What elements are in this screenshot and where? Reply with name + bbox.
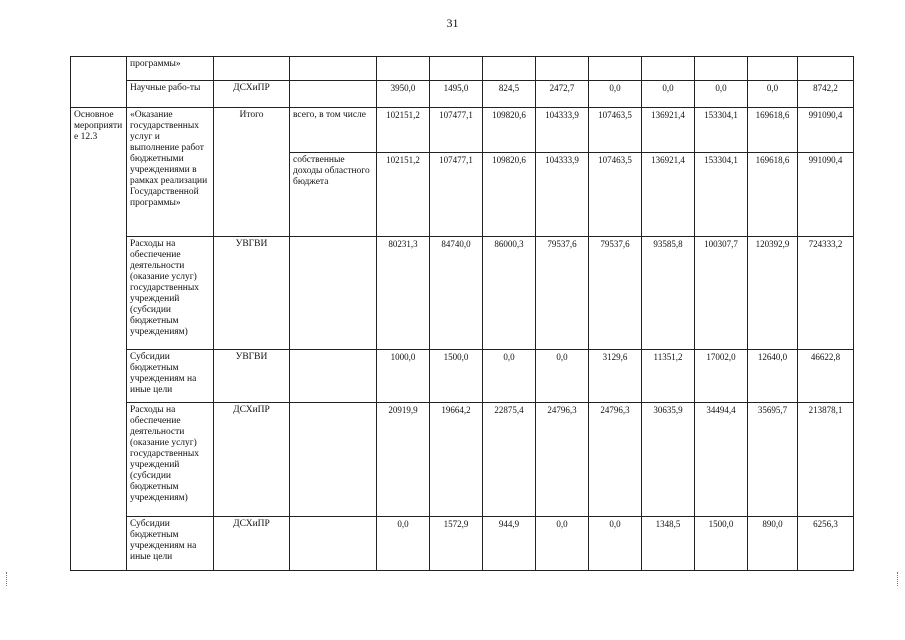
scan-edge-mark-left	[6, 572, 8, 586]
budget-table	[70, 56, 854, 571]
value-cell	[695, 57, 748, 81]
funding-source-cell	[290, 517, 377, 571]
value-cell: 35695,7	[748, 403, 798, 517]
value-cell: 107463,5	[589, 153, 642, 237]
value-cell: 93585,8	[642, 237, 695, 350]
value-cell: 80231,3	[377, 237, 430, 350]
value-cell: 944,9	[483, 517, 536, 571]
value-cell: 12640,0	[748, 350, 798, 403]
value-cell: 3950,0	[377, 81, 430, 108]
value-cell: 24796,3	[536, 403, 589, 517]
value-cell: 79537,6	[589, 237, 642, 350]
total-cell: 8742,2	[798, 81, 854, 108]
value-cell: 169618,6	[748, 108, 798, 153]
funding-source-cell	[290, 237, 377, 350]
value-cell: 86000,3	[483, 237, 536, 350]
measure-name-cell: программы»	[127, 57, 214, 81]
executor-cell: УВГВИ	[214, 350, 290, 403]
value-cell: 19664,2	[430, 403, 483, 517]
funding-source-cell	[290, 350, 377, 403]
value-cell: 109820,6	[483, 108, 536, 153]
value-cell: 0,0	[483, 350, 536, 403]
total-cell: 991090,4	[798, 153, 854, 237]
scan-edge-mark-right	[897, 572, 899, 586]
funding-source-cell	[290, 57, 377, 81]
value-cell: 0,0	[536, 517, 589, 571]
value-cell: 0,0	[377, 517, 430, 571]
value-cell: 1495,0	[430, 81, 483, 108]
table-row	[71, 57, 854, 81]
value-cell: 79537,6	[536, 237, 589, 350]
value-cell	[430, 57, 483, 81]
table-cell	[71, 57, 127, 108]
value-cell: 107477,1	[430, 108, 483, 153]
executor-cell: УВГВИ	[214, 237, 290, 350]
value-cell: 107477,1	[430, 153, 483, 237]
value-cell: 1500,0	[430, 350, 483, 403]
total-cell: 213878,1	[798, 403, 854, 517]
value-cell: 11351,2	[642, 350, 695, 403]
value-cell: 17002,0	[695, 350, 748, 403]
measure-name-cell: Расходы на обеспечение деятельности (оказание услуг) государственных учреждений (субсидии бюджетным учреждениям)	[127, 237, 214, 350]
value-cell: 3129,6	[589, 350, 642, 403]
value-cell: 824,5	[483, 81, 536, 108]
total-cell: 46622,8	[798, 350, 854, 403]
measure-name-cell: Субсидии бюджетным учреждениям на иные цели	[127, 350, 214, 403]
value-cell: 120392,9	[748, 237, 798, 350]
value-cell: 1348,5	[642, 517, 695, 571]
table-row	[71, 517, 854, 571]
value-cell: 0,0	[642, 81, 695, 108]
executor-cell: ДСХиПР	[214, 517, 290, 571]
table-row	[71, 403, 854, 517]
value-cell: 20919,9	[377, 403, 430, 517]
value-cell: 0,0	[748, 81, 798, 108]
value-cell: 0,0	[589, 81, 642, 108]
measure-name-cell: Расходы на обеспечение деятельности (оказание услуг) государственных учреждений (субсидии бюджетным учреждениям)	[127, 403, 214, 517]
total-cell	[798, 57, 854, 81]
value-cell: 84740,0	[430, 237, 483, 350]
value-cell: 0,0	[589, 517, 642, 571]
value-cell: 1500,0	[695, 517, 748, 571]
funding-source-cell: собственные доходы областного бюджета	[290, 153, 377, 237]
table-row	[71, 350, 854, 403]
event-cell: Основное мероприятие 12.3	[71, 108, 127, 571]
value-cell	[377, 57, 430, 81]
funding-source-cell: всего, в том числе	[290, 108, 377, 153]
value-cell	[748, 57, 798, 81]
value-cell	[483, 57, 536, 81]
table-row	[71, 108, 854, 153]
value-cell: 104333,9	[536, 108, 589, 153]
measure-name-cell: Научные рабо-ты	[127, 81, 214, 108]
funding-source-cell	[290, 403, 377, 517]
value-cell: 136921,4	[642, 108, 695, 153]
measure-name-cell: Субсидии бюджетным учреждениям на иные цели	[127, 517, 214, 571]
value-cell: 102151,2	[377, 108, 430, 153]
total-cell: 724333,2	[798, 237, 854, 350]
executor-cell: ДСХиПР	[214, 81, 290, 108]
value-cell: 136921,4	[642, 153, 695, 237]
page-number: 31	[446, 16, 459, 30]
value-cell: 107463,5	[589, 108, 642, 153]
table-row	[71, 81, 854, 108]
value-cell: 34494,4	[695, 403, 748, 517]
value-cell: 2472,7	[536, 81, 589, 108]
value-cell	[536, 57, 589, 81]
table-row	[71, 237, 854, 350]
value-cell: 102151,2	[377, 153, 430, 237]
value-cell: 30635,9	[642, 403, 695, 517]
total-cell: 991090,4	[798, 108, 854, 153]
executor-cell	[214, 57, 290, 81]
value-cell: 0,0	[695, 81, 748, 108]
total-cell: 6256,3	[798, 517, 854, 571]
value-cell: 890,0	[748, 517, 798, 571]
value-cell	[589, 57, 642, 81]
value-cell: 169618,6	[748, 153, 798, 237]
value-cell	[642, 57, 695, 81]
value-cell: 104333,9	[536, 153, 589, 237]
value-cell: 100307,7	[695, 237, 748, 350]
value-cell: 24796,3	[589, 403, 642, 517]
value-cell: 0,0	[536, 350, 589, 403]
value-cell: 109820,6	[483, 153, 536, 237]
executor-cell: Итого	[214, 108, 290, 237]
value-cell: 1572,9	[430, 517, 483, 571]
funding-source-cell	[290, 81, 377, 108]
value-cell: 153304,1	[695, 153, 748, 237]
measure-name-cell: «Оказание государственных услуг и выполнение работ бюджетными учреждениями в рамках реализации Государственной программы»	[127, 108, 214, 237]
executor-cell: ДСХиПР	[214, 403, 290, 517]
value-cell: 153304,1	[695, 108, 748, 153]
value-cell: 1000,0	[377, 350, 430, 403]
value-cell: 22875,4	[483, 403, 536, 517]
